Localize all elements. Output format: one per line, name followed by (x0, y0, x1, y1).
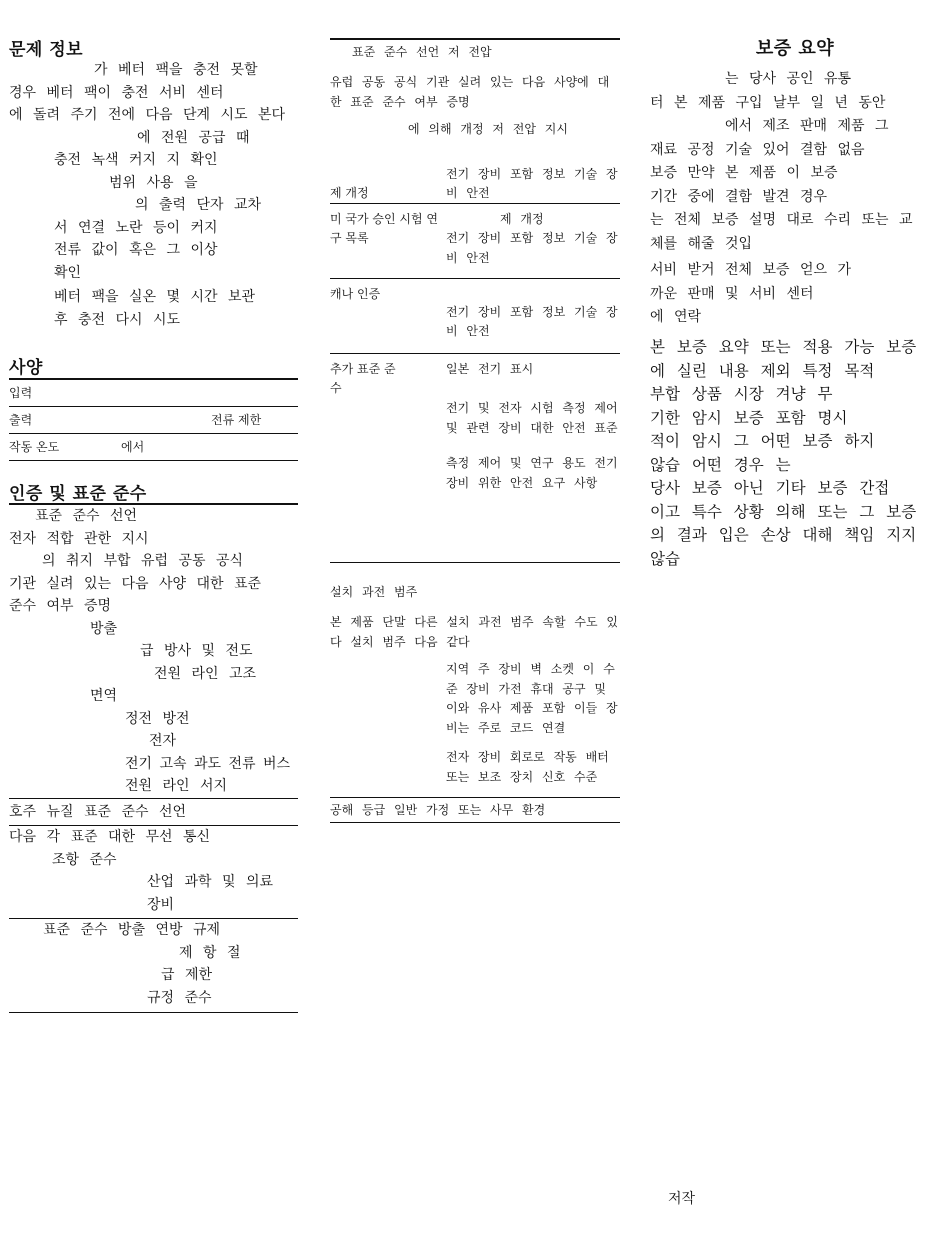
spec-label: 출력 (9, 413, 33, 427)
warranty-line: 에 연락 (650, 309, 702, 325)
problem-line: 베터 팩을 실온 몇 시간 보관 (54, 289, 256, 305)
install-title: 설치 과전 범주 (330, 585, 418, 599)
cert-body (9, 503, 298, 798)
warranty-heading: 보증 요약 (755, 38, 835, 59)
spec-label: 입력 (9, 386, 33, 400)
problem-info-body (9, 59, 298, 331)
cert-line: 전원 라인 고조 (154, 665, 257, 682)
spec-label: 작동 온도 (9, 440, 60, 454)
lv-title: 표준 준수 선언 저 전압 (352, 45, 492, 59)
warranty-line: 기간 중에 결함 발견 경우 (650, 188, 828, 205)
problem-line: 에 돌려 주기 전에 다음 단계 시도 본다 (9, 107, 286, 123)
row-value: 전기 장비 포함 정보 기술 장비 안전 (446, 166, 618, 200)
lv-row-1 (330, 165, 620, 204)
lv-row-2 (330, 204, 620, 279)
spec-heading: 사양 (9, 358, 43, 378)
warranty-line: 이고 특수 상황 의해 또는 그 보증 (650, 502, 917, 521)
pollution-bottom-rule (330, 822, 620, 823)
problem-line: 가 베터 팩을 충전 못할 (94, 62, 258, 78)
lv-row-4 (330, 354, 620, 563)
install-paragraph: 본 제품 단말 다른 설치 과전 범주 속할 수도 있다 설치 범주 다음 같다 (330, 615, 618, 649)
lv-amend: 에 의해 개정 저 전압 지시 (408, 122, 568, 136)
au-nz-section (9, 798, 298, 1013)
pollution-line: 공해 등급 일반 가정 또는 사무 환경 (330, 803, 546, 817)
fcc-line: 급 제한 (161, 967, 213, 983)
low-voltage-section (330, 38, 620, 563)
cert-line: 의 취지 부합 유럽 공동 공식 (42, 553, 244, 569)
spec-row-output (9, 407, 298, 434)
row-value: 전기 장비 포함 정보 기술 장비 안전 (446, 304, 618, 338)
cert-line: 전기 고속 과도 전류 버스 (125, 755, 291, 772)
cert-line: 전자 적합 관한 지시 (9, 530, 149, 547)
problem-line: 확인 (54, 264, 82, 281)
au-line: 다음 각 표준 대한 무선 통신 (9, 829, 211, 845)
cert-line: 면역 (90, 688, 118, 704)
row-value: 측정 제어 및 연구 용도 전기 장비 위한 안전 요구 사항 (446, 456, 618, 490)
warranty-para-3 (650, 336, 940, 571)
au-nz-title: 호주 뉴질 표준 준수 선언 (9, 804, 187, 820)
spec-row-temp (9, 434, 298, 461)
row-value: 전기 및 전자 시험 측정 제어 및 관련 장비 대한 안전 표준 (446, 401, 618, 435)
warranty-line: 당사 보증 아닌 기타 보증 간접 (650, 479, 890, 497)
warranty-line: 적이 암시 그 어떤 보증 하지 (650, 432, 875, 450)
problem-line: 에 전원 공급 때 (137, 129, 250, 146)
problem-line: 의 출력 단자 교차 (135, 197, 262, 213)
install-value: 지역 주 장비 벽 소켓 이 수준 장비 가전 휴대 공구 및 이와 유사 제품 포함 이들 장비는 주로 코드 연결 (446, 662, 618, 735)
problem-line: 경우 베터 팩이 충전 서비 센터 (9, 84, 224, 101)
warranty-line: 기한 암시 보증 포함 명시 (650, 408, 848, 427)
row-value: 일본 전기 표시 (446, 361, 534, 376)
warranty-para-2 (650, 259, 940, 330)
cert-line: 급 방사 및 전도 (140, 643, 253, 659)
warranty-line: 의 결과 입은 손상 대해 책임 지지 (650, 526, 917, 544)
fcc-bottom-rule (9, 1012, 298, 1013)
warranty-line: 않습 어떤 경우 는 (650, 455, 791, 474)
row-value: 전기 장비 포함 정보 기술 장비 안전 (446, 231, 618, 265)
warranty-line: 에서 제조 판매 제품 그 (725, 118, 889, 134)
problem-line: 서 연결 노란 등이 커지 (54, 219, 218, 236)
fcc-line: 제 항 절 (179, 944, 241, 961)
cert-heading: 인증 및 표준 준수 (9, 484, 147, 504)
row-label: 캐나 인증 (330, 286, 381, 301)
problem-line: 전류 값이 혹은 그 이상 (54, 242, 218, 258)
warranty-line: 부합 상품 시장 겨냥 무 (650, 385, 833, 403)
warranty-line: 는 당사 공인 유통 (725, 71, 852, 87)
row-label: 제 개정 (330, 185, 369, 200)
install-section (330, 582, 620, 823)
warranty-line: 는 전체 보증 설명 대로 수리 또는 교 (650, 212, 913, 228)
warranty-line: 체를 해줄 것입 (650, 235, 753, 252)
lv-paragraph: 유럽 공동 공식 기관 실려 있는 다음 사양에 대한 표준 준수 여부 증명 (330, 75, 610, 109)
problem-line: 후 충전 다시 시도 (54, 311, 181, 328)
problem-line: 충전 녹색 커지 지 확인 (54, 152, 218, 168)
warranty-line: 까운 판매 및 서비 센터 (650, 285, 814, 302)
lv-row-3 (330, 279, 620, 354)
cert-line: 표준 준수 선언 (35, 508, 138, 524)
au-line: 조항 준수 (52, 851, 117, 868)
spec-value: 전류 제한 (211, 413, 262, 427)
au-line: 장비 (147, 896, 175, 913)
cert-line: 전원 라인 서지 (125, 778, 228, 794)
fcc-line: 표준 준수 방출 연방 규제 (43, 922, 221, 938)
spec-value: 에서 (121, 440, 145, 454)
warranty-line: 터 본 제품 구입 날부 일 년 동안 (650, 94, 886, 111)
warranty-line: 본 보증 요약 또는 적용 가능 보증 (650, 338, 917, 356)
row-label: 미 국가 승인 시험 연구 목록 (330, 211, 438, 245)
spec-row-input (9, 380, 298, 407)
problem-info-heading: 문제 정보 (9, 40, 84, 60)
row-mid: 제 개정 (500, 211, 544, 226)
cert-line: 준수 여부 증명 (9, 598, 112, 614)
warranty-line: 에 실린 내용 제외 특정 목적 (650, 361, 875, 380)
copyright-footer: 저작 (668, 1191, 696, 1207)
fcc-line: 규정 준수 (147, 989, 212, 1006)
cert-line: 정전 방전 (125, 710, 190, 727)
warranty-line: 않습 (650, 549, 680, 568)
row-label: 추가 표준 준수 (330, 361, 396, 395)
spec-table (9, 378, 298, 461)
cert-line: 기관 실려 있는 다음 사양 대한 표준 (9, 575, 262, 592)
warranty-line: 재료 공정 기술 있어 결함 없음 (650, 141, 865, 158)
cert-line: 전자 (149, 733, 177, 749)
install-value: 전자 장비 회로로 작동 배터 또는 보조 장치 신호 수준 (446, 750, 609, 784)
warranty-para-1 (650, 68, 940, 256)
au-line: 산업 과학 및 의료 (147, 874, 274, 890)
cert-line: 방출 (90, 620, 118, 637)
warranty-line: 서비 받거 전체 보증 얻으 가 (650, 262, 852, 278)
problem-line: 범위 사용 을 (109, 174, 198, 191)
warranty-line: 보증 만약 본 제품 이 보증 (650, 165, 838, 181)
